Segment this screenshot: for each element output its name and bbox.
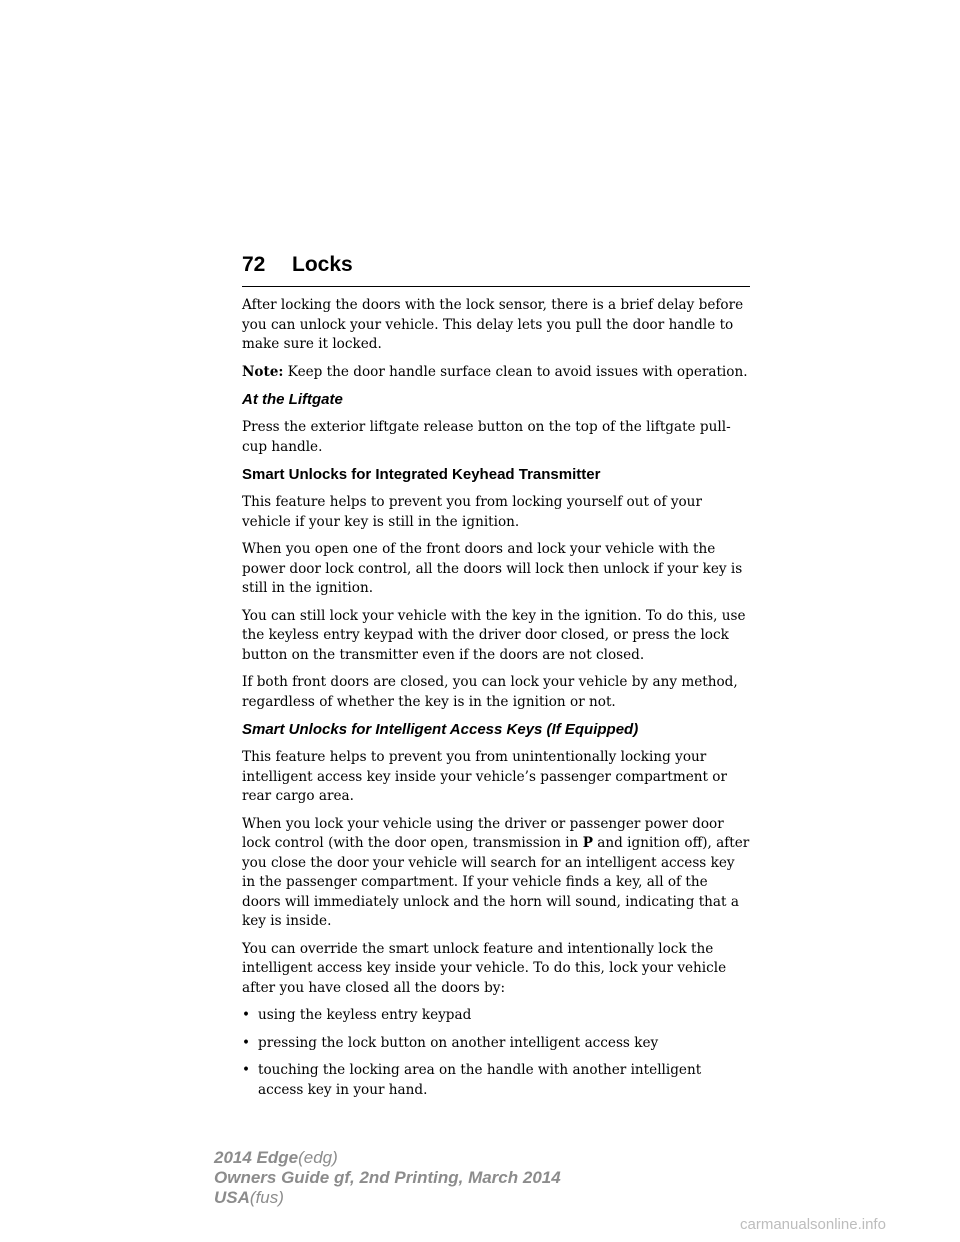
list-item bbox=[242, 1006, 750, 1026]
footer-model: 2014 Edge bbox=[214, 1148, 299, 1167]
note-label: Note: bbox=[242, 363, 284, 380]
list-item bbox=[242, 1061, 750, 1100]
paragraph-iak-2-after: and ignition off), after you close the door your vehicle will search for an intelligent access key in the passenger compartment. If your vehicle finds a key, all of the doors will immediately unlock and the horn will sound, indicating that a key is inside. bbox=[242, 835, 750, 929]
footer-model-code: (edg) bbox=[298, 1148, 338, 1167]
footer-model-line bbox=[214, 1148, 561, 1168]
paragraph-ikt-3: You can still lock your vehicle with the key in the ignition. To do this, use the keyless entry keypad with the driver door closed, or press the lock button on the transmitter even if the doors are not closed. bbox=[242, 607, 746, 663]
list-item-text: using the keyless entry keypad bbox=[258, 1007, 472, 1023]
park-gear-symbol: P bbox=[582, 835, 593, 851]
page-number: 72 bbox=[242, 253, 266, 276]
note-text: Keep the door handle surface clean to avoid issues with operation. bbox=[283, 363, 748, 380]
paragraph-iak-3: You can override the smart unlock feature and intentionally lock the intelligent access key inside your vehicle. To do this, lock your vehicle after you have closed all the doors by: bbox=[242, 940, 727, 996]
paragraph-iak-2 bbox=[242, 815, 750, 932]
heading-smart-unlocks-ikt: Smart Unlocks for Integrated Keyhead Transmitter bbox=[242, 466, 601, 483]
list-item-text: touching the locking area on the handle with another intelligent access key in your hand. bbox=[258, 1062, 702, 1098]
note-paragraph bbox=[242, 363, 750, 383]
list-item-text: pressing the lock button on another intelligent access key bbox=[258, 1034, 659, 1051]
page-footer bbox=[214, 1148, 561, 1208]
paragraph-ikt-1: This feature helps to prevent you from locking yourself out of your vehicle if your key is still in the ignition. bbox=[242, 494, 702, 530]
page-header bbox=[242, 252, 750, 287]
footer-market: USA bbox=[214, 1188, 250, 1207]
paragraph-ikt-4: If both front doors are closed, you can lock your vehicle by any method, regardless of whether the key is in the ignition or not. bbox=[242, 674, 738, 710]
paragraph-liftgate: Press the exterior liftgate release button on the top of the liftgate pull-cup handle. bbox=[242, 419, 731, 455]
footer-market-code: (fus) bbox=[249, 1188, 284, 1207]
heading-at-the-liftgate: At the Liftgate bbox=[242, 391, 343, 408]
heading-smart-unlocks-iak: Smart Unlocks for Intelligent Access Keys (If Equipped) bbox=[242, 721, 639, 738]
footer-guide-line: Owners Guide gf, 2nd Printing, March 2014 bbox=[214, 1168, 561, 1187]
paragraph-iak-1: This feature helps to prevent you from unintentionally locking your intelligent access key inside your vehicle’s passenger compartment or rear cargo area. bbox=[242, 749, 727, 804]
bullet-icon: • bbox=[242, 1062, 251, 1078]
bullet-icon: • bbox=[242, 1007, 251, 1023]
footer-market-line bbox=[214, 1188, 561, 1208]
bullet-icon: • bbox=[242, 1034, 251, 1051]
paragraph-ikt-2: When you open one of the front doors and lock your vehicle with the power door lock control, all the doors will lock then unlock if your key is still in the ignition. bbox=[242, 541, 743, 596]
override-methods-list bbox=[242, 1006, 750, 1100]
list-item bbox=[242, 1034, 750, 1054]
paragraph-lock-sensor-delay: After locking the doors with the lock sensor, there is a brief delay before you can unlock your vehicle. This delay lets you pull the door handle to make sure it locked. bbox=[242, 297, 744, 352]
watermark: carmanualsonline.info bbox=[740, 1216, 886, 1233]
page-content bbox=[242, 296, 750, 1108]
paragraph-iak-2-before: When you lock your vehicle using the driver or passenger power door lock control (with the door open, transmission in bbox=[242, 815, 724, 851]
section-title: Locks bbox=[292, 253, 353, 276]
